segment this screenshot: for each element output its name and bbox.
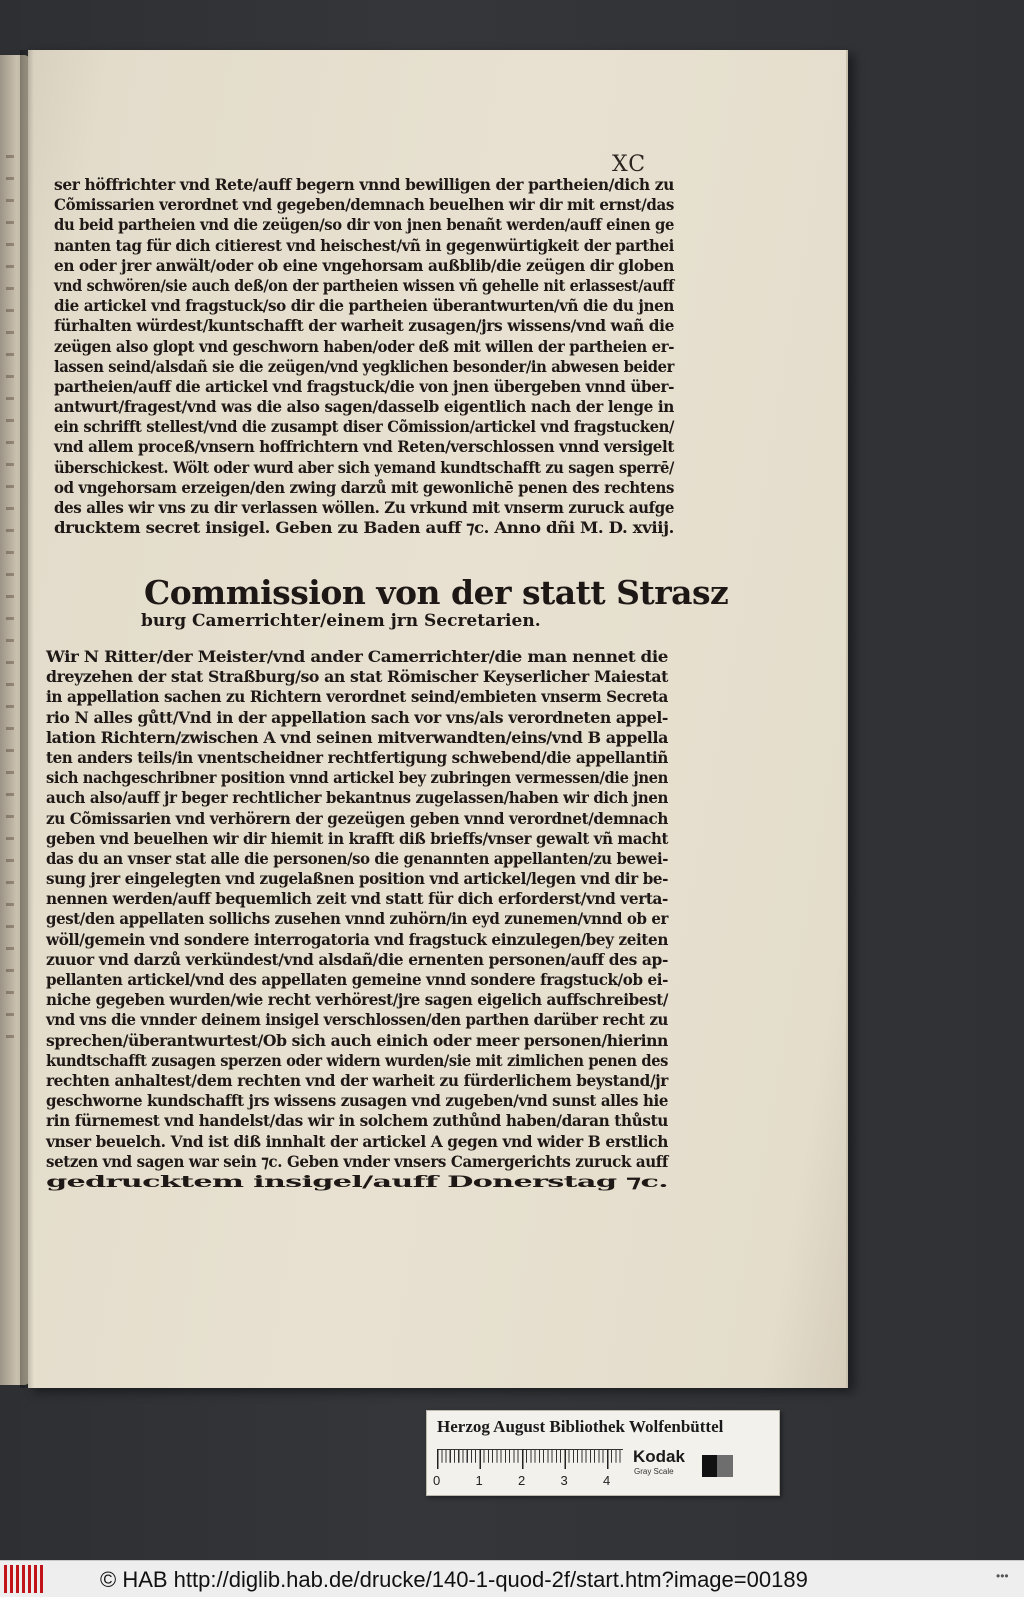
text-line: zuuor vnd darzů verkündest/vnd alsdañ/die ernenten personen/auff des ap- [46,949,668,969]
text-line: niche gegeben wurden/wie recht verhörest/jre sagen eigelich auffschreibest/ [46,990,668,1010]
library-color-card [426,1410,780,1496]
more-icon[interactable]: ••• [996,1569,1009,1583]
viewer-footer [0,1560,1024,1597]
gray-swatch [733,1455,748,1477]
text-line: od vngehorsam erzeigen/den zwing darzů mit gewonlichē penen des rechtens [54,477,674,497]
text-line: kundtschafft zusagen sperzen oder widern wurden/sie mit zimlichen penen des [46,1050,668,1070]
section-subtitle: burg Camerrichter/einem jrn Secretarien. [141,611,541,631]
scale-number: 0 [433,1473,441,1488]
text-line: Cõmissarien verordnet vnd gegeben/demnach beuelhen wir dir mit ernst/das [54,195,674,215]
scale-number: 2 [518,1473,526,1488]
text-line: in appellation sachen zu Richtern verordnet seind/embieten vnserm Secreta [46,687,668,707]
copyright-url[interactable]: © HAB http://diglib.hab.de/drucke/140-1-quod-2f/start.htm?image=00189 [100,1567,808,1592]
facing-page-text-marks [6,155,14,1055]
scale-number: 1 [475,1473,483,1488]
library-name: Herzog August Bibliothek Wolfenbüttel [437,1417,724,1436]
text-line: wöll/gemein vnd sondere interrogatoria vnd fragstuck einzulegen/bey zeiten [46,929,668,949]
text-line: setzen vnd sagen war sein ⁊c. Geben vnder vnsers Camergerichts zuruck auff [46,1151,668,1171]
hab-logo-icon[interactable] [4,1565,46,1593]
text-line: vnd schwören/sie auch deß/on der partheien wissen vñ gehelle nit erlassest/auff [54,275,674,295]
text-line: drucktem secret insigel. Geben zu Baden auff ⁊c. Anno dñi M. D. xviij. [54,518,674,538]
text-line: sich nachgeschribner position vnnd artickel bey zubringen vermessen/die jnen [46,768,668,788]
section-title: Commission von der statt Strasz [144,573,729,612]
text-line: ser höffrichter vnd Rete/auff begern vnnd bewilligen der partheien/dich zu [54,175,674,194]
text-line: geben vnd beuelhen wir dir hiemit in krafft diß brieffs/vnser gewalt vñ macht [46,828,668,848]
text-line: überschickest. Wölt oder wurd aber sich yemand kundtschafft zu sagen sperrē/ [54,457,674,477]
text-line: antwurt/fragest/vnd was die also sagen/dasselb eigentlich nach der lenge in [54,397,674,417]
kodak-brand: Kodak [633,1447,685,1466]
text-line: rin fürnemest vnd handelst/das wir in solchem zuthůnd haben/daran thůstu [46,1111,668,1131]
text-line: lation Richtern/zwischen A vnd seinen mitverwandten/eins/vnd B appella [46,727,668,747]
paragraph-2 [46,647,686,1192]
text-line: vnd vns die vnnder deinem insigel verschlossen/den parthen darüber recht zu [46,1010,668,1030]
text-line: geschworne kundschafft jrs wissens zusagen vnd zugeben/vnd sunst alles hie [46,1091,668,1111]
text-line: sprechen/überantwurtest/Ob sich auch einich oder meer personen/hierinn [46,1030,668,1050]
text-line: sung jrer eingelegten vnd zugelaßnen position vnd artickel/legen vnd dir be- [46,869,668,889]
gray-swatch [717,1455,732,1477]
text-line: zeügen also glopt vnd geschworn haben/oder deß mit willen der partheien er- [54,336,674,356]
text-line: ten anders teils/in vnentscheidner rechtfertigung schwebend/die appellantiñ [46,747,668,767]
text-line: zu Cõmissarien vnd verhörern der gezeügen geben vnnd verordnet/demnach [46,808,668,828]
text-line: gest/den appellaten sollichs zusehen vnnd zuhörn/in eyd zunemen/vnnd ob er [46,909,668,929]
text-line: du beid partheien vnd die zeügen/so dir von jnen benañt werden/auff einen ge [54,215,674,235]
text-line: lassen seind/alsdañ sie die zeügen/vnd yegklichen besonder/in abwesen beider [54,356,674,376]
text-line: vnser beuelch. Vnd ist diß innhalt der artickel A gegen vnd wider B erstlich [46,1131,668,1151]
text-line: en oder jrer anwält/oder ob eine vngehorsam außblib/die zeügen dir globen [54,255,674,275]
gutter-shadow [20,50,34,1388]
text-line: rechten anhaltest/dem rechten vnd der warheit zu fürderlichem beystand/jr [46,1070,668,1090]
text-line: Wir N Ritter/der Meister/vnd ander Camerrichter/die man nennet die [46,647,668,666]
scale-ruler-major-ticks [437,1449,623,1469]
text-line: die artickel vnd fragstuck/so dir die partheien überantwurten/vñ die du jnen [54,296,674,316]
gray-scale-label: Gray Scale [634,1467,674,1476]
text-line: rio N alles gůtt/Vnd in der appellation sach vor vns/als verordneten appel- [46,707,668,727]
text-line: vnd allem proceß/vnsern hoffrichtern vnd Reten/verschlossen vnnd versigelt [54,437,674,457]
text-line: gedrucktem insigel/auff Donerstag ⁊c. [46,1171,668,1191]
text-line: nennen werden/auff bequemlich zeit vnd statt für dich erforderst/vnd verta- [46,889,668,909]
text-line: des alles wir vns zu dir verlassen wöllen. Zu vrkund mit vnserm zuruck aufge [54,498,674,517]
text-line: das du an vnser stat alle die personen/so die genannten appellanten/zu bewei- [46,848,668,868]
scale-number: 3 [560,1473,568,1488]
text-line: partheien/auff die artickel vnd fragstuck/die von jnen übergeben vnnd über- [54,376,674,396]
text-line: fürhalten würdest/kuntschafft der warheit zusagen/jrs wissens/vnd wañ die [54,316,674,336]
scale-number: 4 [603,1473,611,1488]
gray-swatches [702,1455,748,1477]
text-line: nanten tag für dich citierest vnd heischest/vñ in gegenwürtigkeit der parthei [54,235,674,255]
folio-number: XC [612,152,647,177]
paragraph-1 [54,175,694,538]
text-line: dreyzehen der stat Straßburg/so an stat Römischer Keyserlicher Maiestat [46,667,668,687]
text-line: pellanten artickel/vnd des appellaten gemeine vnnd sondere fragstuck/ob ei- [46,970,668,989]
gray-swatch [702,1455,717,1477]
text-line: ein schrifft stellest/vnd die zusampt diser Cõmission/artickel vnd fragstucken/ [54,417,674,437]
text-line: auch also/auff jr beger rechtlicher bekantnus zugelassen/haben wir dich jnen [46,788,668,808]
